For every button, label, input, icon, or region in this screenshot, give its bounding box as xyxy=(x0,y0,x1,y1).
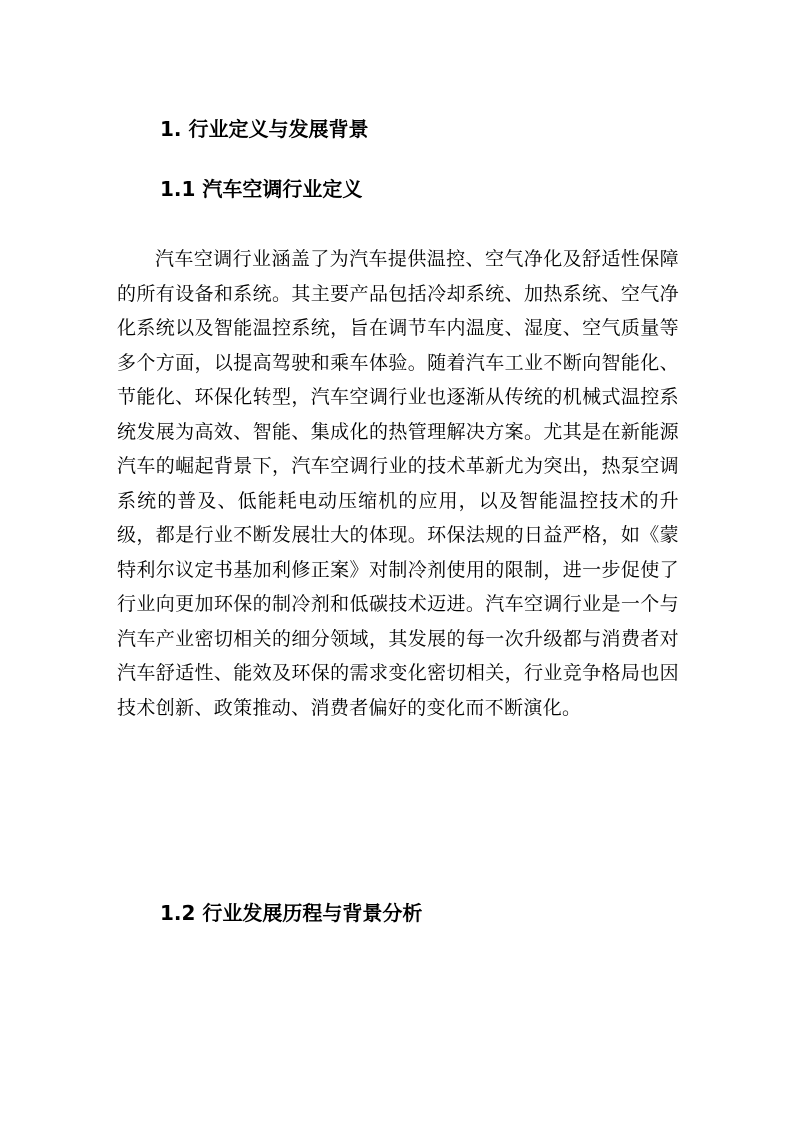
section-heading-1-1: 1.1 汽车空调行业定义 xyxy=(160,177,363,201)
section-paragraph-1-1: 汽车空调行业涵盖了为汽车提供温控、空气净化及舒适性保障的所有设备和系统。其主要产品包括冷却系统、加热系统、空气净化系统以及智能温控系统，旨在调节车内温度、湿度、空气质量等多个方面，以提高驾驶和乘车体验。随着汽车工业不断向智能化、节能化、环保化转型，汽车空调行业也逐渐从传统的机械式温控系统发展为高效、智能、集成化的热管理解决方案。尤其是在新能源汽车的崛起背景下，汽车空调行业的技术革新尤为突出，热泵空调系统的普及、低能耗电动压缩机的应用，以及智能温控技术的升级，都是行业不断发展壮大的体现。环保法规的日益严格，如《蒙特利尔议定书基加利修正案》对制冷剂使用的限制，进一步促使了行业向更加环保的制冷剂和低碳技术迈进。汽车空调行业是一个与汽车产业密切相关的细分领域，其发展的每一次升级都与消费者对汽车舒适性、能效及环保的需求变化密切相关，行业竞争格局也因技术创新、政策推动、消费者偏好的变化而不断演化。 xyxy=(117,248,679,719)
section-heading-1-2: 1.2 行业发展历程与背景分析 xyxy=(160,901,423,925)
chapter-heading: 1. 行业定义与发展背景 xyxy=(160,117,369,141)
